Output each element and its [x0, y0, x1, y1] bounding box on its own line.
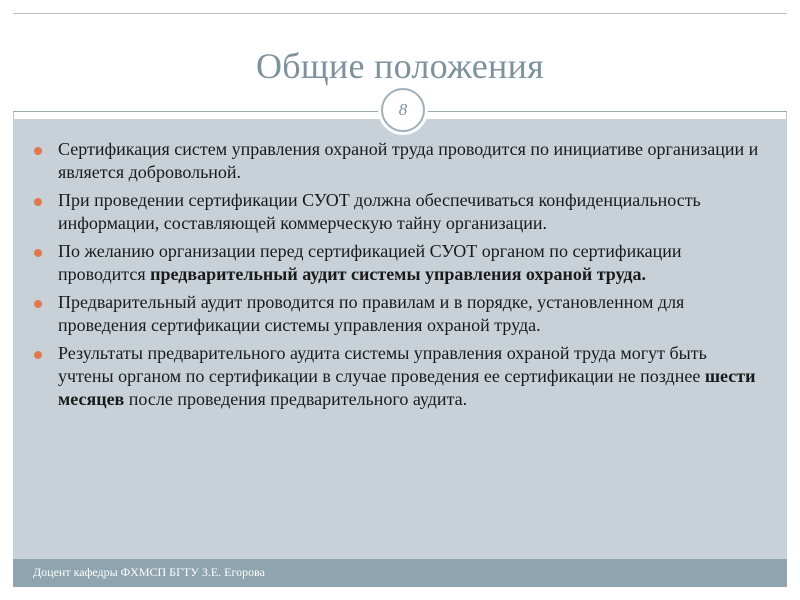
bullet-dot-icon	[34, 300, 42, 308]
bullet-text: При проведении сертификации СУОТ должна обеспечиваться конфиденциальность информации, составляющей коммерческую тайну организации.	[58, 190, 701, 233]
bullet-dot-icon	[34, 351, 42, 359]
bullet-item	[30, 291, 760, 337]
bullet-item	[30, 240, 760, 286]
bullet-text: По желанию организации перед сертификацией СУОТ органом по сертификации проводится	[58, 241, 682, 284]
bullet-text: после проведения предварительного аудита.	[124, 389, 468, 409]
page-number: 8	[398, 100, 408, 119]
page-number-badge	[381, 88, 425, 132]
footer	[13, 559, 787, 587]
bullet-item	[30, 189, 760, 235]
bullet-text: Предварительный аудит проводится по правилам и в порядке, установленном для проведения сертификации системы управления охраной труда.	[58, 292, 685, 335]
bullet-text: Сертификация систем управления охраной труда проводится по инициативе организации и является добровольной.	[58, 139, 759, 182]
footer-text: Доцент кафедры ФХМСП БГТУ З.Е. Егорова	[33, 565, 265, 579]
bullet-item	[30, 342, 760, 411]
slide-title: Общие положения	[255, 46, 545, 86]
bullet-text-bold: предварительный аудит системы управления охраной труда.	[150, 264, 647, 284]
bullet-text: Результаты предварительного аудита системы управления охраной труда могут быть учтены органом по сертификации в случае проведения ее сертификации не позднее	[58, 343, 707, 386]
bullet-list	[30, 138, 760, 416]
bullet-dot-icon	[34, 198, 42, 206]
bullet-item	[30, 138, 760, 184]
bullet-dot-icon	[34, 147, 42, 155]
bullet-text-bold: шести месяцев	[58, 366, 756, 409]
bullet-dot-icon	[34, 249, 42, 257]
